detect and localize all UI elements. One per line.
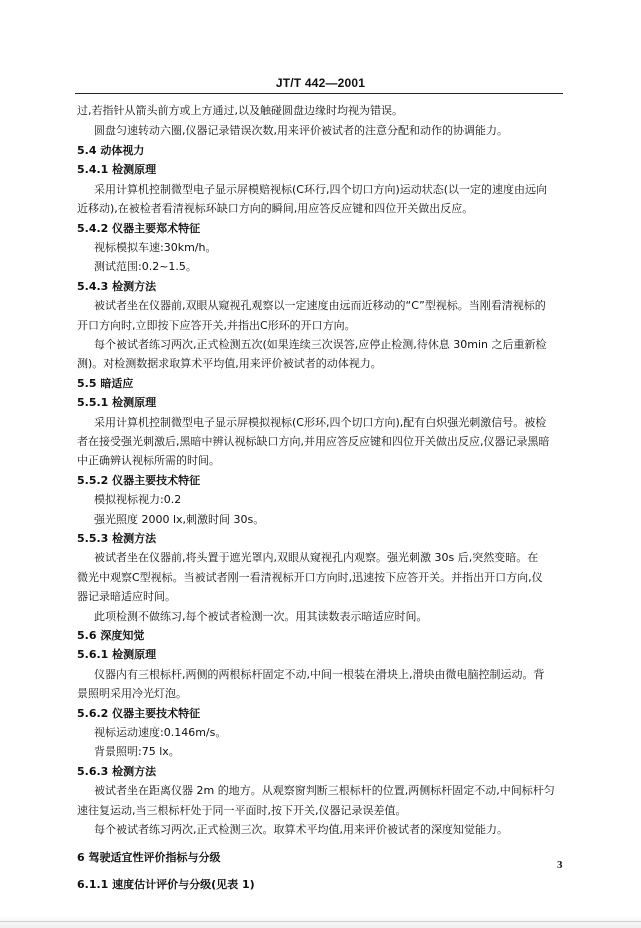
section-heading-5-5: 5.5 暗适应: [77, 377, 134, 390]
section-heading-5-4: 5.4 动体视力: [77, 144, 145, 157]
body-line: 被试者坐在仪器前,双眼从窥视孔观察以一定速度由远而近移动的“C”型视标。当刚看清视标的: [94, 299, 546, 312]
body-line: 采用计算机控制微型电子显示屏模赔视标(C环行,四个切口方向)运动状态(以一定的速度由远向: [94, 183, 548, 196]
body-line: 仪器内有三根标杆,两侧的两根标杆固定不动,中间一根装在滑块上,滑块由微电脑控制运动。背: [94, 668, 545, 681]
body-line: 开口方向时,立即按下应答开关,并指出C形环的开口方向。: [77, 319, 356, 332]
section-heading-6-1-1: 6.1.1 速度估计评价与分级(见表 1): [77, 878, 255, 891]
standard-code-header: JT/T 442—2001: [275, 76, 366, 90]
section-heading-5-5-1: 5.5.1 检测原理: [77, 396, 157, 409]
body-line: 此项检测不做练习,每个被试者检测一次。用其读数表示暗适应时间。: [94, 610, 428, 623]
section-heading-5-4-2: 5.4.2 仪器主要郑术特征: [77, 222, 201, 235]
chapter-heading-6: 6 驾驶适宜性评价指标与分级: [77, 851, 221, 864]
body-line: 视标运动速度:0.146m/s。: [94, 726, 227, 739]
body-line: 每个被试者练习两次,正式检测五次(如果连续三次误答,应停止检测,待休息 30min 之后重新检: [94, 338, 547, 351]
body-line: 背景照明:75 lx。: [94, 745, 180, 758]
body-line: 中正确辨认视标所需的时间。: [77, 454, 220, 467]
section-heading-5-6-1: 5.6.1 检测原理: [77, 648, 157, 661]
body-line: 近移动),在被检者看清视标环缺口方向的瞬间,用应答反应键和四位开关做出反应。: [77, 202, 474, 215]
body-line: 测)。对检测数据求取算术平均值,用来评价被试者的动体视力。: [77, 357, 382, 370]
body-line: 器记录暗适应时间。: [77, 590, 176, 603]
body-line: 圆盘匀速转动六圈,仪器记录错误次数,用来评价被试者的注意分配和动作的协调能力。: [94, 124, 508, 137]
body-line: 景照明采用冷光灯泡。: [77, 687, 187, 700]
body-line: 每个被试者练习两次,正式检测三次。取算术平均值,用来评价被试者的深度知觉能力。: [94, 823, 508, 836]
body-line: 速往复运动,当三根标杆处于同一平面时,按下开关,仪器记录误差值。: [77, 804, 407, 817]
section-heading-5-6-3: 5.6.3 检测方法: [77, 765, 157, 778]
body-line: 被试者坐在仪器前,将头置于遮光罩内,双眼从窥视孔内观察。强光刺激 30s 后,突然变暗。在: [94, 551, 539, 564]
section-heading-5-6: 5.6 深度知觉: [77, 629, 145, 642]
body-line: 视标模拟车速:30km/h。: [94, 241, 217, 254]
section-heading-5-5-3: 5.5.3 检测方法: [77, 532, 157, 545]
page-number: 3: [557, 859, 563, 871]
body-line: 模拟视标视力:0.2: [94, 493, 182, 506]
body-line: 过,若指针从箭头前方或上方通过,以及触碰圆盘边缘时均视为错误。: [77, 104, 403, 117]
body-line: 采用计算机控制微型电子显示屏模拟视标(C形环,四个切口方向),配有白炽强光刺激信号。被检: [94, 416, 547, 429]
body-line: 被试者坐在距离仪器 2m 的地方。从观察窗判断三根标杆的位置,两侧标杆固定不动,中间标杆匀: [94, 784, 555, 797]
section-heading-5-4-1: 5.4.1 检测原理: [77, 163, 157, 176]
section-heading-5-4-3: 5.4.3 检测方法: [77, 280, 157, 293]
body-line: 强光照度 2000 lx,刺激时间 30s。: [94, 513, 265, 526]
body-line: 微光中观察C型视标。当被试者刚一看清视标开口方向时,迅速按下应答开关。并指出开口方向,仪: [77, 571, 543, 584]
section-heading-5-6-2: 5.6.2 仪器主要技术特征: [77, 707, 201, 720]
section-heading-5-5-2: 5.5.2 仪器主要技术特征: [77, 474, 201, 487]
scan-bottom-line: [0, 921, 641, 922]
header-rule: [75, 93, 563, 94]
body-line: 测试范围:0.2~1.5。: [94, 260, 197, 273]
body-line: 者在接受强光刺激后,黑暗中辨认视标缺口方向,并用应答反应键和四位开关做出反应,仪器记录黑暗: [77, 435, 550, 448]
